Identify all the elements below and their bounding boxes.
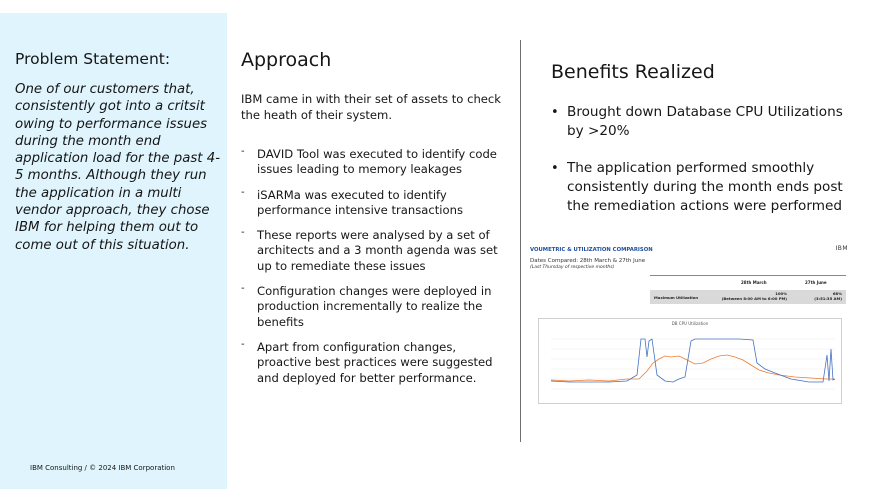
row-label: Maximum Utilization <box>654 295 699 300</box>
thumbnail-title: VOUMETRIC & UTILIZATION COMPARISON <box>530 247 653 253</box>
dash-bullet-icon: - <box>241 338 245 350</box>
approach-item-text: DAVID Tool was executed to identify code issues leading to memory leakages <box>257 147 497 177</box>
bullet-icon: • <box>551 105 559 120</box>
ibm-logo: IBM <box>835 245 848 252</box>
approach-item <box>241 284 513 330</box>
benefits-list <box>551 103 851 234</box>
problem-statement-body: One of our customers that, consistently got into a critsit owing to performance issues during the month end application load for the past 4-5 months. Although they run the application in a multi vendor approach, they chose IBM for helping them out to come out of this situation. <box>15 82 220 253</box>
chart-title: DB CPU Utilization <box>671 321 709 326</box>
approach-title: Approach <box>241 49 332 71</box>
bullet-icon: • <box>551 161 559 176</box>
chart-plot <box>539 319 841 403</box>
dash-bullet-icon: - <box>241 283 245 295</box>
approach-item <box>241 147 513 178</box>
benefit-item <box>551 159 851 216</box>
value-march-main: 100% <box>775 291 787 296</box>
approach-item <box>241 228 513 274</box>
value-june <box>800 292 842 301</box>
benefit-item-text: The application performed smoothly consistently during the month ends post the remediation actions were performed <box>567 160 843 214</box>
approach-item-text: Configuration changes were deployed in production incrementally to realize the benefits <box>257 284 492 329</box>
approach-list <box>241 147 513 396</box>
value-march-sub: (Between 8:00 AM to 6:00 PM) <box>721 295 787 301</box>
footer-copyright: IBM Consulting / © 2024 IBM Corporation <box>30 464 175 472</box>
column-divider <box>520 40 521 442</box>
cpu-utilization-chart <box>538 318 842 404</box>
approach-intro: IBM came in with their set of assets to check the heath of their system. <box>241 92 502 122</box>
table-row <box>650 290 846 304</box>
approach-item-text: iSARMa was executed to identify performance intensive transactions <box>257 187 464 217</box>
series-march-line <box>551 339 835 382</box>
thumbnail-dates: Dates Compared: 28th March & 27th June <box>530 258 646 264</box>
problem-statement-title: Problem Statement: <box>15 50 171 68</box>
value-june-main: 68% <box>832 291 842 296</box>
dash-bullet-icon: - <box>241 186 245 198</box>
approach-item-text: These reports were analysed by a set of architects and a 3 month agenda was set up to remediate these issues <box>257 228 498 273</box>
approach-item-text: Apart from configuration changes, proactive best practices were suggested and deployed for better performance. <box>257 339 493 385</box>
benefits-title: Benefits Realized <box>551 61 715 83</box>
value-june-sub: (3:51:35 AM) <box>814 295 842 301</box>
utilization-comparison-thumbnail <box>528 242 850 412</box>
table-col-march: 28th March <box>741 280 767 285</box>
thumbnail-note: (Last Thursday of respective months) <box>530 265 615 270</box>
approach-item <box>241 188 513 219</box>
benefit-item <box>551 103 851 141</box>
table-rule <box>650 275 846 276</box>
approach-item <box>241 340 513 386</box>
table-col-june: 27th June <box>805 280 827 285</box>
dash-bullet-icon: - <box>241 227 245 239</box>
benefit-item-text: Brought down Database CPU Utilizations by >20% <box>567 104 843 139</box>
value-march <box>715 292 787 301</box>
dash-bullet-icon: - <box>241 146 245 157</box>
